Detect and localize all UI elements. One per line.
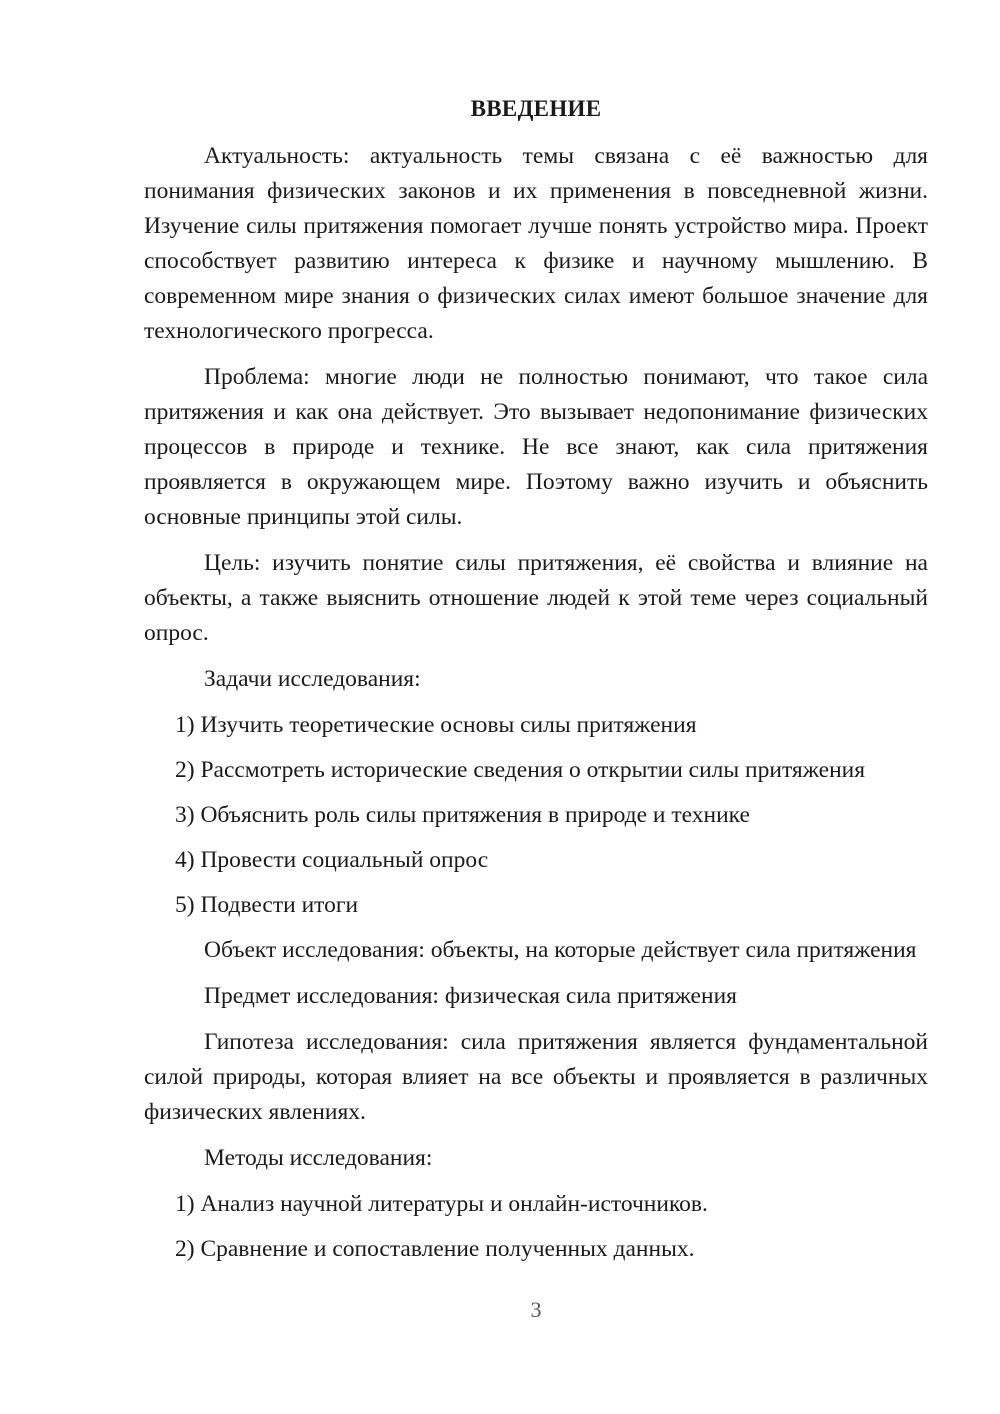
page-content — [144, 139, 928, 1277]
task-item: 4) Провести социальный опрос — [175, 847, 489, 873]
method-item: 2) Сравнение и сопоставление полученных данных. — [175, 1236, 695, 1262]
goal-paragraph: Цель: изучить понятие силы притяжения, её свойства и влияние на объекты, а также выяснить отношение людей к этой теме через социальный опрос. — [144, 550, 928, 646]
page-number: 3 — [530, 1297, 542, 1322]
hypothesis-paragraph: Гипотеза исследования: сила притяжения является фундаментальной силой природы, которая влияет на все объекты и проявляется в различных физических явлениях. — [144, 1029, 928, 1125]
object-paragraph: Объект исследования: объекты, на которые действует сила притяжения — [204, 937, 917, 963]
tasks-heading: Задачи исследования: — [204, 666, 421, 692]
tasks-list — [144, 708, 928, 923]
methods-list — [144, 1187, 928, 1267]
problem-paragraph: Проблема: многие люди не полностью понимают, что такое сила притяжения и как она действует. Это вызывает недопонимание физических процессов в природе и технике. Не все знают, как сила притяжения проявляется в окружающем мире. Поэтому важно изучить и объяснить основные принципы этой силы. — [144, 364, 928, 530]
relevance-paragraph: Актуальность: актуальность темы связана с её важностью для понимания физических законов и их применения в повседневной жизни. Изучение силы притяжения помогает лучше понять устройство мира. Проект способствует развитию интереса к физике и научному мышлению. В современном мире знания о физических силах имеют большое значение для технологического прогресса. — [144, 143, 928, 344]
task-item: 2) Рассмотреть исторические сведения о открытии силы притяжения — [175, 757, 866, 783]
task-item: 1) Изучить теоретические основы силы притяжения — [175, 712, 697, 738]
methods-heading: Методы исследования: — [204, 1145, 433, 1171]
task-item: 3) Объяснить роль силы притяжения в природе и технике — [175, 802, 750, 828]
page-title: ВВЕДЕНИЕ — [470, 96, 602, 121]
task-item: 5) Подвести итоги — [175, 892, 359, 918]
method-item: 1) Анализ научной литературы и онлайн-источников. — [175, 1191, 708, 1217]
subject-paragraph: Предмет исследования: физическая сила притяжения — [204, 983, 737, 1009]
